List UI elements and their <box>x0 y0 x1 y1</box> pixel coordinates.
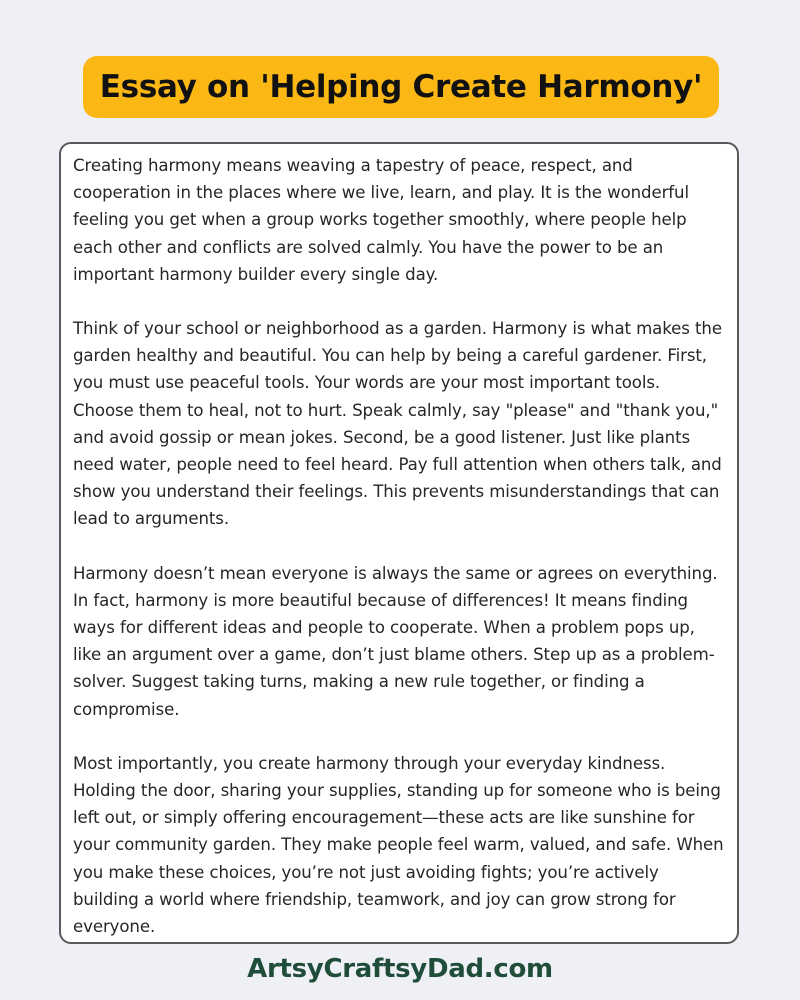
essay-paragraph-3: Harmony doesn’t mean everyone is always the same or agrees on everything. In fact, harmony is more beautiful because of differences! It means finding ways for different ideas and people to cooperate. When a problem pops up, like an argument over a game, don’t just blame others. Step up as a problem-solver. Suggest taking turns, making a new rule together, or finding a compromise. <box>73 563 718 719</box>
essay-paragraph-2: Think of your school or neighborhood as a garden. Harmony is what makes the garden healthy and beautiful. You can help by being a careful gardener. First, you must use peaceful tools. Your words are your most important tools. Choose them to heal, not to hurt. Speak calmly, say "please" and "thank you," and avoid gossip or mean jokes. Second, be a good listener. Just like plants need water, people need to feel heard. Pay full attention when others talk, and show you understand their feelings. This prevents misunderstandings that can lead to arguments. <box>73 319 722 529</box>
site-footer: ArtsyCraftsyDad.com <box>247 954 553 984</box>
essay-paragraph-1: Creating harmony means weaving a tapestry of peace, respect, and cooperation in the places where we live, learn, and play. It is the wonderful feeling you get when a group works together smoothly, where people help each other and conflicts are solved calmly. You have the power to be an important harmony builder every single day. <box>73 156 689 284</box>
page-title: Essay on 'Helping Create Harmony' <box>99 69 703 105</box>
title-banner <box>83 56 719 118</box>
essay-body <box>59 142 739 944</box>
essay-paragraph-4: Most importantly, you create harmony through your everyday kindness. Holding the door, sharing your supplies, standing up for someone who is being left out, or simply offering encouragement—these acts are like sunshine for your community garden. They make people feel warm, valued, and safe. When you make these choices, you’re not just avoiding fights; you’re actively building a world where friendship, teamwork, and joy can grow strong for everyone. <box>73 753 724 937</box>
